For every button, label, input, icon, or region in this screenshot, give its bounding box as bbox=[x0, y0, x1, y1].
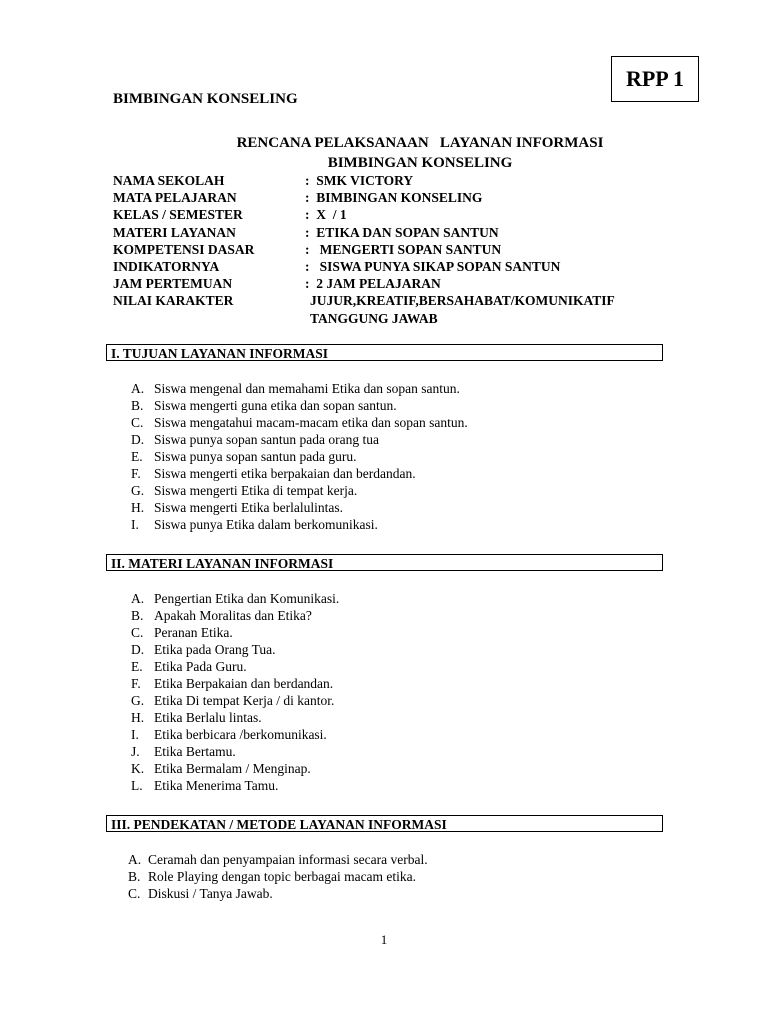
section-heading-materi: II. MATERI LAYANAN INFORMASI bbox=[106, 554, 663, 571]
info-value: : SMK VICTORY bbox=[305, 173, 414, 188]
list-text: Peranan Etika. bbox=[154, 625, 233, 640]
list-letter: C. bbox=[131, 415, 144, 430]
list-text: Etika Bermalam / Menginap. bbox=[154, 761, 311, 776]
list-letter: A. bbox=[131, 591, 145, 606]
list-text: Siswa mengenal dan memahami Etika dan sopan santun. bbox=[154, 381, 460, 396]
list-text: Etika pada Orang Tua. bbox=[154, 642, 276, 657]
info-label: NILAI KARAKTER bbox=[113, 293, 234, 309]
info-label: INDIKATORNYA bbox=[113, 258, 220, 274]
info-label: KOMPETENSI DASAR bbox=[113, 241, 255, 257]
info-label: MATERI LAYANAN bbox=[113, 224, 236, 240]
list-text: Etika Berlalu lintas. bbox=[154, 710, 262, 725]
list-letter: F. bbox=[131, 466, 141, 481]
page-number: 1 bbox=[380, 932, 388, 947]
list-text: Siswa mengerti Etika berlalulintas. bbox=[154, 500, 343, 515]
list-letter: C. bbox=[128, 886, 141, 901]
list-text: Pengertian Etika dan Komunikasi. bbox=[154, 591, 340, 606]
list-letter: H. bbox=[131, 500, 145, 515]
list-text: Siswa mengatahui macam-macam etika dan sopan santun. bbox=[154, 415, 468, 430]
info-value: : MENGERTI SOPAN SANTUN bbox=[305, 241, 502, 257]
list-text: Etika Menerima Tamu. bbox=[154, 778, 279, 793]
list-text: Etika Di tempat Kerja / di kantor. bbox=[154, 693, 335, 708]
rpp-label-box: RPP 1 bbox=[611, 56, 699, 102]
list-letter: J. bbox=[131, 744, 140, 759]
list-text: Apakah Moralitas dan Etika? bbox=[154, 608, 312, 623]
list-letter: E. bbox=[131, 449, 143, 464]
list-text: Role Playing dengan topic berbagai macam etika. bbox=[148, 869, 417, 884]
info-label: KELAS / SEMESTER bbox=[113, 207, 243, 223]
list-letter: A. bbox=[128, 852, 142, 867]
list-text: Diskusi / Tanya Jawab. bbox=[148, 886, 273, 901]
list-text: Etika Pada Guru. bbox=[154, 659, 247, 674]
info-label: NAMA SEKOLAH bbox=[113, 173, 225, 188]
list-letter: F. bbox=[131, 676, 141, 691]
list-letter: D. bbox=[131, 642, 145, 657]
list-letter: E. bbox=[131, 659, 143, 674]
list-text: Siswa mengerti etika berpakaian dan berdandan. bbox=[154, 466, 416, 481]
section-heading-pendekatan: III. PENDEKATAN / METODE LAYANAN INFORMASI bbox=[106, 815, 663, 832]
info-label: MATA PELAJARAN bbox=[113, 190, 237, 206]
list-text: Ceramah dan penyampaian informasi secara verbal. bbox=[148, 852, 428, 867]
list-text: Siswa punya Etika dalam berkomunikasi. bbox=[154, 517, 378, 532]
list-text: Siswa mengerti guna etika dan sopan santun. bbox=[154, 398, 397, 413]
info-value: : X / 1 bbox=[305, 207, 347, 223]
list-letter: D. bbox=[131, 432, 145, 447]
list-letter: B. bbox=[131, 398, 144, 413]
list-letter: C. bbox=[131, 625, 144, 640]
subject-heading: BIMBINGAN KONSELING bbox=[113, 91, 298, 107]
list-text: Siswa mengerti Etika di tempat kerja. bbox=[154, 483, 358, 498]
list-letter: A. bbox=[131, 381, 145, 396]
document-title-line2: BIMBINGAN KONSELING bbox=[327, 155, 513, 171]
info-value: : SISWA PUNYA SIKAP SOPAN SANTUN bbox=[305, 258, 561, 274]
info-value: TANGGUNG JAWAB bbox=[310, 310, 438, 326]
info-value: JUJUR,KREATIF,BERSAHABAT/KOMUNIKATIF bbox=[310, 293, 615, 309]
list-text: Etika Berpakaian dan berdandan. bbox=[154, 676, 334, 691]
info-label: JAM PERTEMUAN bbox=[113, 276, 233, 292]
list-letter: I. bbox=[131, 517, 139, 532]
document-title-line1: RENCANA PELAKSANAAN LAYANAN INFORMASI bbox=[236, 135, 604, 151]
list-text: Etika berbicara /berkomunikasi. bbox=[154, 727, 327, 742]
section-heading-tujuan: I. TUJUAN LAYANAN INFORMASI bbox=[106, 344, 663, 361]
list-text: Etika Bertamu. bbox=[154, 744, 236, 759]
list-letter: K. bbox=[131, 761, 145, 776]
list-letter: G. bbox=[131, 693, 145, 708]
info-value: : ETIKA DAN SOPAN SANTUN bbox=[305, 224, 499, 240]
list-letter: G. bbox=[131, 483, 145, 498]
info-value: : 2 JAM PELAJARAN bbox=[305, 276, 441, 292]
list-letter: L. bbox=[131, 778, 143, 793]
list-text: Siswa punya sopan santun pada orang tua bbox=[154, 432, 379, 447]
list-letter: I. bbox=[131, 727, 139, 742]
list-letter: B. bbox=[128, 869, 141, 884]
info-value: : BIMBINGAN KONSELING bbox=[305, 190, 483, 206]
list-letter: H. bbox=[131, 710, 145, 725]
list-text: Siswa punya sopan santun pada guru. bbox=[154, 449, 357, 464]
list-letter: B. bbox=[131, 608, 144, 623]
